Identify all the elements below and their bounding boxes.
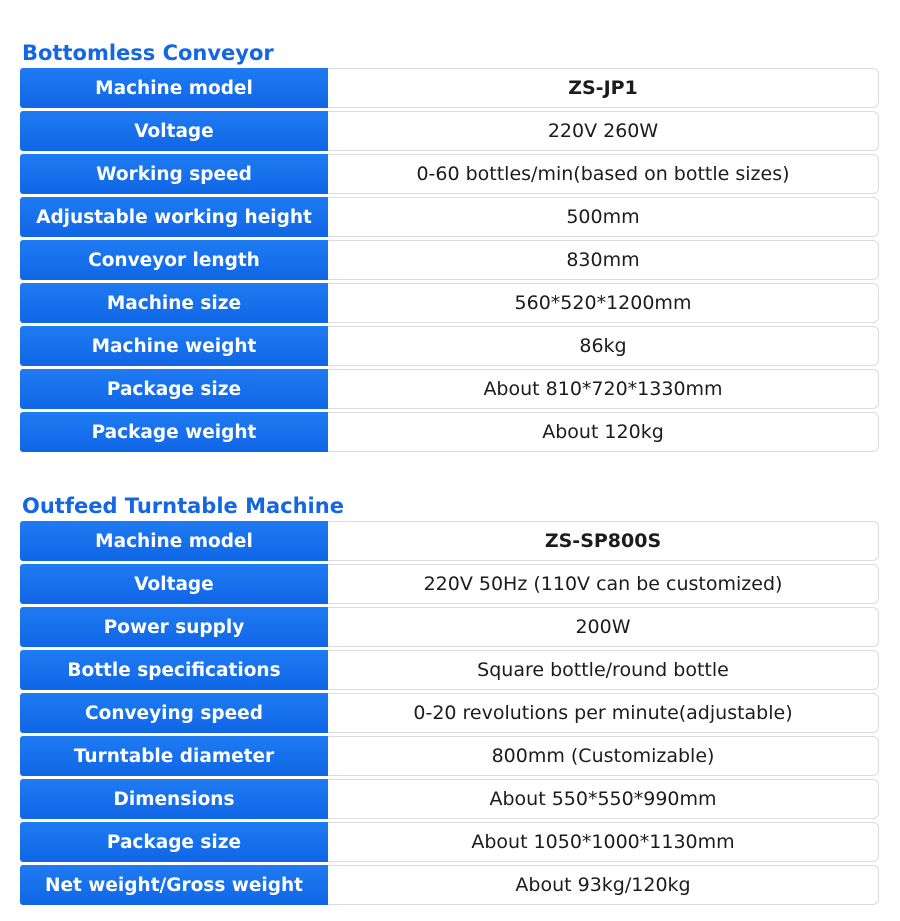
table-row (20, 822, 879, 862)
section-title-outfeed-turntable: Outfeed Turntable Machine (22, 494, 344, 518)
table-row (20, 283, 879, 323)
row-label: Bottle specifications (20, 650, 328, 690)
row-label: Power supply (20, 607, 328, 647)
table-row (20, 521, 879, 561)
row-value: About 810*720*1330mm (328, 369, 879, 409)
row-label: Net weight/Gross weight (20, 865, 328, 905)
row-label: Voltage (20, 111, 328, 151)
table-row (20, 779, 879, 819)
spec-table-bottomless-conveyor (20, 68, 879, 455)
table-row (20, 865, 879, 905)
row-label: Voltage (20, 564, 328, 604)
row-value: ZS-JP1 (328, 68, 879, 108)
row-value: ZS-SP800S (328, 521, 879, 561)
section-title-bottomless-conveyor: Bottomless Conveyor (22, 41, 274, 65)
row-value: About 120kg (328, 412, 879, 452)
row-label: Machine model (20, 68, 328, 108)
table-row (20, 650, 879, 690)
table-row (20, 607, 879, 647)
row-value: 220V 50Hz (110V can be customized) (328, 564, 879, 604)
row-label: Machine weight (20, 326, 328, 366)
row-value: 200W (328, 607, 879, 647)
row-value: About 550*550*990mm (328, 779, 879, 819)
row-label: Machine model (20, 521, 328, 561)
table-row (20, 412, 879, 452)
row-value: 830mm (328, 240, 879, 280)
row-label: Package weight (20, 412, 328, 452)
row-label: Dimensions (20, 779, 328, 819)
row-value: About 1050*1000*1130mm (328, 822, 879, 862)
table-row (20, 326, 879, 366)
table-row (20, 197, 879, 237)
table-row (20, 736, 879, 776)
row-value: 0-60 bottles/min(based on bottle sizes) (328, 154, 879, 194)
table-row (20, 111, 879, 151)
row-value: 500mm (328, 197, 879, 237)
table-row (20, 564, 879, 604)
spec-table-outfeed-turntable (20, 521, 879, 908)
row-value: Square bottle/round bottle (328, 650, 879, 690)
row-value: 560*520*1200mm (328, 283, 879, 323)
row-value: 220V 260W (328, 111, 879, 151)
table-row (20, 154, 879, 194)
row-label: Conveyor length (20, 240, 328, 280)
row-value: About 93kg/120kg (328, 865, 879, 905)
row-value: 800mm (Customizable) (328, 736, 879, 776)
row-label: Package size (20, 822, 328, 862)
row-value: 0-20 revolutions per minute(adjustable) (328, 693, 879, 733)
table-row (20, 369, 879, 409)
row-label: Working speed (20, 154, 328, 194)
row-label: Turntable diameter (20, 736, 328, 776)
table-row (20, 693, 879, 733)
row-value: 86kg (328, 326, 879, 366)
row-label: Package size (20, 369, 328, 409)
row-label: Conveying speed (20, 693, 328, 733)
row-label: Adjustable working height (20, 197, 328, 237)
table-row (20, 240, 879, 280)
table-row (20, 68, 879, 108)
row-label: Machine size (20, 283, 328, 323)
